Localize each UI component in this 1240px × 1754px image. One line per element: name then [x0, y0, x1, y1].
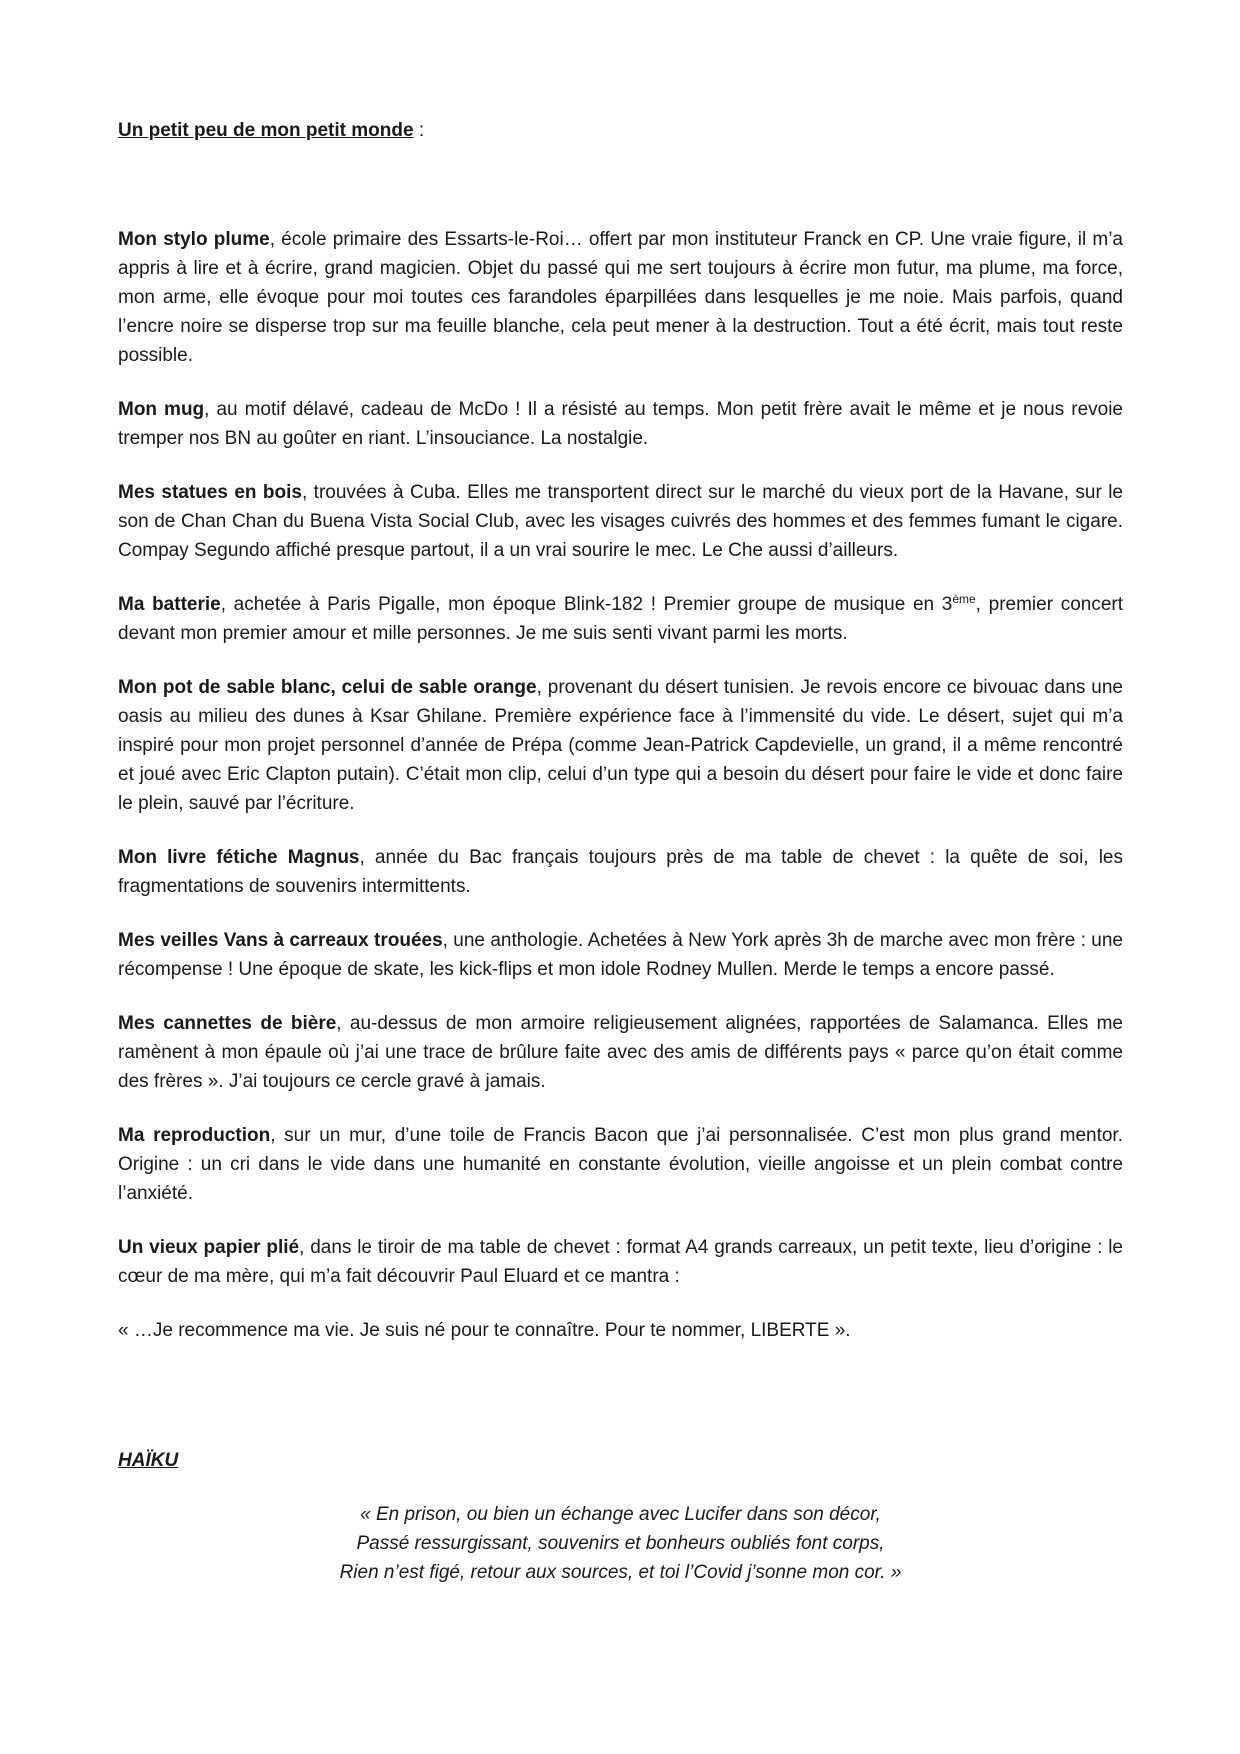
- paragraph-text: , trouvées à Cuba. Elles me transportent direct sur le marché du vieux port de la Havane, sur le son de Chan Chan du Buena Vista Social Club, avec les visages cuivrés des hommes et des femmes fumant le cigare. Compay Segundo affiché presque partout, il a un vrai sourire le mec. Le Che aussi d’ailleurs.: [118, 482, 1123, 561]
- paragraph-text: , année du Bac français toujours près de ma table de chevet : la quête de soi, les fragmentations de souvenirs intermittents.: [118, 847, 1123, 897]
- paragraph-text: , école primaire des Essarts-le-Roi… offert par mon instituteur Franck en CP. Une vraie figure, il m’a appris à lire et à écrire, grand magicien. Objet du passé qui me sert toujours à écrire mon futur, ma plume, ma force, mon arme, elle évoque pour moi toutes ces farandoles éparpillées dans lesquelles je me noie. Mais parfois, quand l’encre noire se disperse trop sur ma feuille blanche, cela peut mener à la destruction. Tout a été écrit, mais tout reste possible.: [118, 229, 1123, 366]
- paragraph-text: , au motif délavé, cadeau de McDo ! Il a résisté au temps. Mon petit frère avait le même et je nous revoie tremper nos BN au goûter en riant. L’insouciance. La nostalgie.: [118, 399, 1123, 449]
- paragraph-text: , au-dessus de mon armoire religieusement alignées, rapportées de Salamanca. Elles me ramènent à mon épaule où j’ai une trace de brûlure faite avec des amis de différents pays « parce qu’on était comme des frères ». J’ai toujours ce cercle gravé à jamais.: [118, 1013, 1123, 1092]
- paragraph-superscript: ème: [952, 592, 976, 606]
- paragraph-text: , premier concert devant mon premier amour et mille personnes. Je me suis senti vivant parmi les morts.: [118, 594, 1124, 644]
- paragraph-lead: Mon pot de sable blanc, celui de sable orange: [118, 677, 537, 698]
- paragraph-lead: Mon stylo plume: [118, 229, 270, 250]
- eluard-quote: « …Je recommence ma vie. Je suis né pour te connaître. Pour te nommer, LIBERTE ».: [118, 1320, 851, 1341]
- paragraph-statues: [118, 478, 1123, 565]
- paragraph-lead: Mon livre fétiche Magnus: [118, 847, 360, 868]
- paragraph-text: , achetée à Paris Pigalle, mon époque Blink-182 ! Premier groupe de musique en 3: [220, 594, 953, 615]
- paragraph-reproduction: [118, 1121, 1123, 1208]
- haiku-line: Rien n’est figé, retour aux sources, et toi l’Covid j’sonne mon cor. »: [339, 1562, 902, 1583]
- paragraph-cannettes: [118, 1009, 1123, 1096]
- paragraph-text: , une anthologie. Achetées à New York après 3h de marche avec mon frère : une récompense ! Une époque de skate, les kick-flips et mon idole Rodney Mullen. Merde le temps a encore passé.: [118, 930, 1123, 980]
- paragraph-lead: Ma batterie: [118, 594, 221, 615]
- document-page: [118, 0, 1123, 1754]
- paragraph-batterie: [118, 590, 1123, 648]
- document-body: [118, 225, 1123, 1345]
- paragraph-lead: Mes cannettes de bière: [118, 1013, 337, 1034]
- paragraph-papier: [118, 1233, 1123, 1291]
- haiku-line: Passé ressurgissant, souvenirs et bonheurs oubliés font corps,: [356, 1533, 885, 1554]
- haiku-line: « En prison, ou bien un échange avec Lucifer dans son décor,: [360, 1504, 881, 1525]
- paragraph-livre: [118, 843, 1123, 901]
- paragraph-text: , provenant du désert tunisien. Je revois encore ce bivouac dans une oasis au milieu des dunes à Ksar Ghilane. Première expérience face à l’immensité du vide. Le désert, sujet qui m’a inspiré pour mon projet personnel d’année de Prépa (comme Jean-Patrick Capdevielle, un grand, il a même rencontré et joué avec Eric Clapton putain). C’était mon clip, celui d’un type qui a besoin du désert pour faire le vide et donc faire le plein, sauvé par l’écriture.: [118, 677, 1123, 814]
- paragraph-lead: Mes veilles Vans à carreaux trouées: [118, 930, 443, 951]
- paragraph-text: , dans le tiroir de ma table de chevet : format A4 grands carreaux, un petit texte, lieu d’origine : le cœur de ma mère, qui m’a fait découvrir Paul Eluard et ce mantra :: [118, 1237, 1123, 1287]
- paragraph-stylo-plume: [118, 225, 1123, 370]
- paragraph-lead: Mon mug: [118, 399, 205, 420]
- paragraph-text: , sur un mur, d’une toile de Francis Bacon que j’ai personnalisée. C’est mon plus grand mentor. Origine : un cri dans le vide dans une humanité en constante évolution, vieille angoisse et un plein combat contre l’anxiété.: [118, 1125, 1123, 1204]
- paragraph-lead: Un vieux papier plié: [118, 1237, 300, 1258]
- haiku-title: HAÏKU: [118, 1450, 179, 1471]
- page-title-suffix: :: [413, 120, 425, 141]
- page-title-underlined: Un petit peu de mon petit monde: [118, 120, 414, 141]
- paragraph-mug: [118, 395, 1123, 453]
- page-title: [118, 118, 424, 144]
- paragraph-vans: [118, 926, 1123, 984]
- paragraph-lead: Ma reproduction: [118, 1125, 271, 1146]
- haiku-poem: [118, 1500, 1123, 1587]
- paragraph-sable: [118, 673, 1123, 818]
- paragraph-lead: Mes statues en bois: [118, 482, 302, 503]
